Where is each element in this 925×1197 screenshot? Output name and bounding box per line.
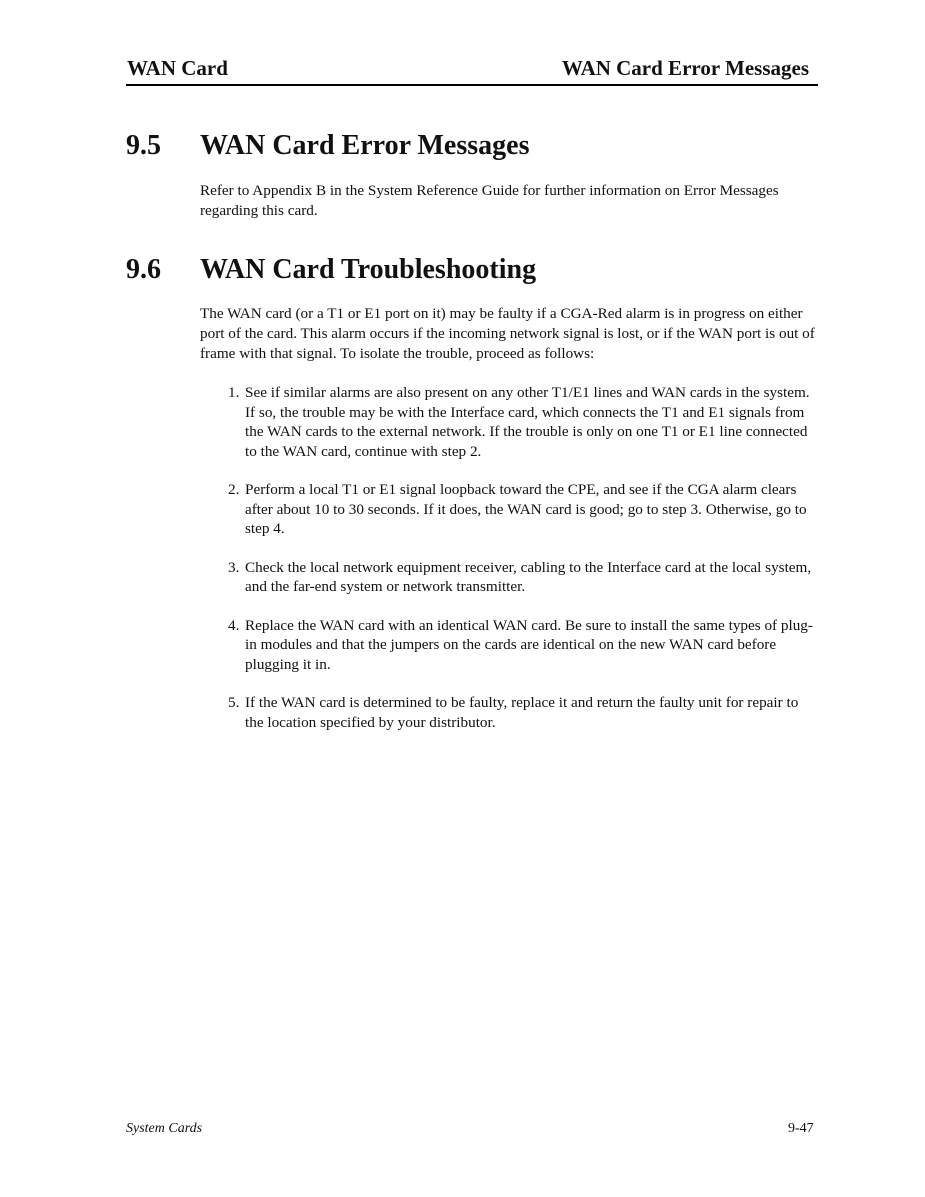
step-text: Perform a local T1 or E1 signal loopback toward the CPE, and see if the CGA alarm clears after about 10 to 30 seconds. If it does, the WAN card is good; go to step 3. Otherwise, go to step 4. [245, 481, 807, 537]
step-number: 4. [228, 616, 240, 634]
section-9-5-paragraph: Refer to Appendix B in the System Reference Guide for further information on Error Messages regarding this card. [200, 182, 779, 219]
step-text: Check the local network equipment receiver, cabling to the Interface card at the local system, and the far-end system or network transmitter. [245, 558, 812, 595]
step-number: 2. [228, 481, 240, 498]
step-text: See if similar alarms are also present on any other T1/E1 lines and WAN cards in the system. If so, the trouble may be with the Interface card, which connects the T1 and E1 signals from the WAN cards to the external network. If the trouble is only on one T1 or E1 line connected to the WAN card, continue with step 2. [245, 384, 810, 460]
section-title: WAN Card Error Messages [200, 130, 530, 161]
section-number: 9.6 [126, 254, 161, 285]
step-item [228, 616, 820, 675]
section-number: 9.5 [126, 130, 161, 161]
section-9-6-paragraph: The WAN card (or a T1 or E1 port on it) may be faulty if a CGA-Red alarm is in progress on either port of the card. This alarm occurs if the incoming network signal is lost, or if the WAN port is out of frame with that signal. To isolate the trouble, proceed as follows: [200, 305, 815, 362]
step-text: If the WAN card is determined to be faulty, replace it and return the faulty unit for repair to the location specified by your distributor. [245, 694, 799, 731]
step-item [228, 693, 820, 732]
header-chapter-title: WAN Card [127, 56, 228, 80]
header-section-title: WAN Card Error Messages [561, 56, 809, 80]
section-heading-9-5 [126, 130, 529, 162]
step-number: 5. [228, 694, 240, 711]
step-item [228, 383, 820, 461]
step-number: 1. [228, 384, 240, 401]
step-text: Replace the WAN card with an identical WAN card. Be sure to install the same types of plug-in modules and that the jumpers on the cards are identical on the new WAN card before plugging it in. [245, 616, 813, 673]
footer-document-title: System Cards [126, 1121, 203, 1136]
troubleshooting-steps [228, 383, 820, 751]
page-header [126, 54, 818, 86]
step-number: 3. [228, 558, 240, 576]
step-item [228, 558, 820, 597]
section-title: WAN Card Troubleshooting [200, 254, 537, 285]
section-heading-9-6 [126, 254, 536, 286]
footer-page-number: 9-47 [788, 1121, 814, 1136]
step-item [228, 480, 820, 539]
